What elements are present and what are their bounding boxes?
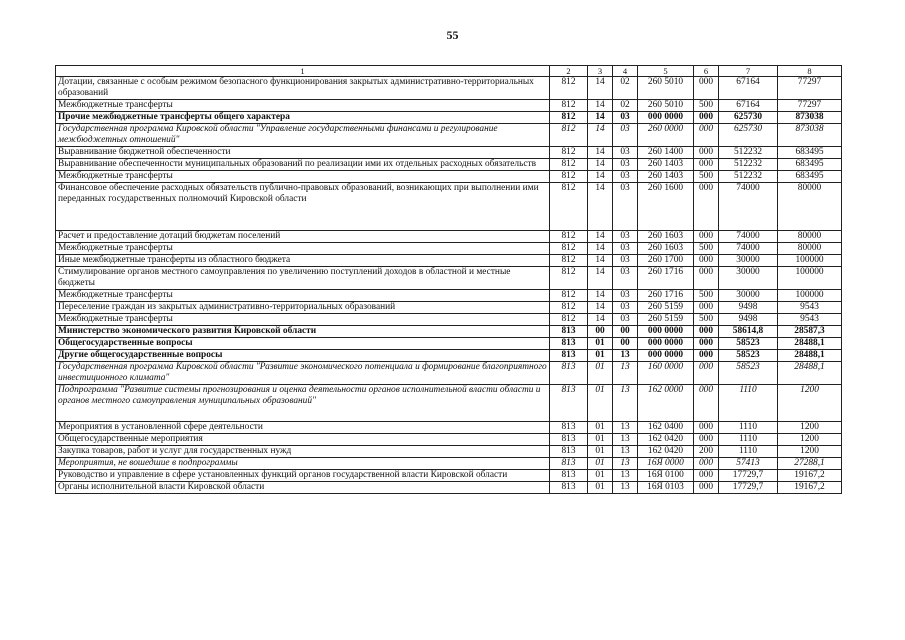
row-amount-year2: 77297 — [778, 77, 842, 100]
row-code-section: 14 — [588, 267, 613, 290]
row-code-type: 500 — [694, 243, 719, 255]
row-code-subsection: 13 — [613, 458, 638, 470]
table-body — [56, 77, 842, 494]
row-name: Государственная программа Кировской области "Управление государственными финансами и регулирование межбюджетных отношений" — [56, 124, 550, 147]
row-name: Общегосударственные вопросы — [56, 338, 550, 350]
row-name: Выравнивание бюджетной обеспеченности — [56, 147, 550, 159]
row-code-ministry: 812 — [550, 100, 588, 112]
row-amount-year1: 58523 — [719, 338, 778, 350]
column-header: 6 — [694, 66, 719, 77]
row-code-type: 000 — [694, 422, 719, 434]
row-amount-year1: 9498 — [719, 302, 778, 314]
row-code-section: 14 — [588, 112, 613, 124]
row-code-ministry: 813 — [550, 326, 588, 338]
row-code-ministry: 813 — [550, 385, 588, 422]
column-header: 2 — [550, 66, 588, 77]
row-code-type: 000 — [694, 112, 719, 124]
column-header: 1 — [56, 66, 550, 77]
row-code-subsection: 00 — [613, 326, 638, 338]
table-row — [56, 243, 842, 255]
row-name: Государственная программа Кировской области "Развитие экономического потенциала и формирование благоприятного инвестиционного климата" — [56, 362, 550, 385]
row-code-ministry: 813 — [550, 446, 588, 458]
row-amount-year1: 512232 — [719, 159, 778, 171]
row-code-type: 000 — [694, 338, 719, 350]
row-code-target: 16Я 0100 — [638, 470, 694, 482]
row-code-type: 000 — [694, 147, 719, 159]
row-code-subsection: 13 — [613, 422, 638, 434]
row-code-ministry: 812 — [550, 314, 588, 326]
row-name: Подпрограмма "Развитие системы прогнозирования и оценка деятельности органов исполнительной власти области и органов местного самоуправления муниципальных образований" — [56, 385, 550, 422]
row-name: Министерство экономического развития Кировской области — [56, 326, 550, 338]
table-row — [56, 314, 842, 326]
row-code-subsection: 02 — [613, 100, 638, 112]
table-row — [56, 267, 842, 290]
row-name: Прочие межбюджетные трансферты общего характера — [56, 112, 550, 124]
row-code-subsection: 03 — [613, 314, 638, 326]
row-amount-year2: 1200 — [778, 385, 842, 422]
row-code-subsection: 03 — [613, 147, 638, 159]
row-code-subsection: 13 — [613, 350, 638, 362]
row-code-type: 000 — [694, 362, 719, 385]
row-code-ministry: 813 — [550, 338, 588, 350]
row-code-target: 260 1716 — [638, 267, 694, 290]
row-code-subsection: 03 — [613, 171, 638, 183]
row-amount-year2: 28488,1 — [778, 350, 842, 362]
row-name: Межбюджетные трансферты — [56, 314, 550, 326]
row-code-ministry: 812 — [550, 183, 588, 231]
row-code-ministry: 812 — [550, 231, 588, 243]
row-amount-year2: 1200 — [778, 434, 842, 446]
row-code-subsection: 03 — [613, 302, 638, 314]
row-amount-year2: 28488,1 — [778, 338, 842, 350]
row-name: Дотации, связанные с особым режимом безопасного функционирования закрытых административно-территориальных образований — [56, 77, 550, 100]
row-code-type: 000 — [694, 231, 719, 243]
budget-table — [55, 65, 842, 494]
row-code-ministry: 813 — [550, 470, 588, 482]
table-row — [56, 385, 842, 422]
row-code-section: 14 — [588, 159, 613, 171]
row-code-subsection: 03 — [613, 159, 638, 171]
row-code-target: 260 0000 — [638, 124, 694, 147]
row-code-ministry: 812 — [550, 159, 588, 171]
row-code-section: 14 — [588, 147, 613, 159]
table-row — [56, 124, 842, 147]
row-code-type: 000 — [694, 434, 719, 446]
row-code-section: 01 — [588, 422, 613, 434]
row-code-section: 14 — [588, 243, 613, 255]
table-row — [56, 112, 842, 124]
row-code-ministry: 812 — [550, 124, 588, 147]
row-code-ministry: 813 — [550, 350, 588, 362]
row-code-section: 01 — [588, 338, 613, 350]
row-amount-year2: 683495 — [778, 159, 842, 171]
table-header-row — [56, 66, 842, 77]
row-amount-year1: 1110 — [719, 446, 778, 458]
row-code-target: 260 5010 — [638, 100, 694, 112]
row-code-ministry: 812 — [550, 267, 588, 290]
row-amount-year1: 74000 — [719, 243, 778, 255]
table-row — [56, 338, 842, 350]
row-amount-year1: 57413 — [719, 458, 778, 470]
row-code-type: 000 — [694, 458, 719, 470]
row-code-ministry: 813 — [550, 458, 588, 470]
row-code-target: 260 1400 — [638, 147, 694, 159]
row-amount-year2: 80000 — [778, 231, 842, 243]
row-amount-year1: 512232 — [719, 147, 778, 159]
row-code-target: 260 5010 — [638, 77, 694, 100]
row-code-target: 162 0000 — [638, 385, 694, 422]
row-name: Переселение граждан из закрытых административно-территориальных образований — [56, 302, 550, 314]
table-row — [56, 159, 842, 171]
row-code-section: 14 — [588, 231, 613, 243]
row-code-target: 260 1603 — [638, 231, 694, 243]
row-code-target: 162 0420 — [638, 446, 694, 458]
column-header: 8 — [778, 66, 842, 77]
row-name: Мероприятия в установленной сфере деятельности — [56, 422, 550, 434]
row-amount-year1: 625730 — [719, 112, 778, 124]
table-row — [56, 458, 842, 470]
table-row — [56, 446, 842, 458]
column-header: 7 — [719, 66, 778, 77]
row-code-section: 00 — [588, 326, 613, 338]
table-row — [56, 482, 842, 494]
table-row — [56, 434, 842, 446]
row-code-ministry: 813 — [550, 422, 588, 434]
row-amount-year2: 27288,1 — [778, 458, 842, 470]
row-code-subsection: 03 — [613, 231, 638, 243]
row-code-type: 000 — [694, 183, 719, 231]
row-amount-year2: 873038 — [778, 124, 842, 147]
row-amount-year2: 28488,1 — [778, 362, 842, 385]
row-code-subsection: 13 — [613, 470, 638, 482]
row-code-target: 260 1716 — [638, 290, 694, 302]
row-amount-year2: 19167,2 — [778, 482, 842, 494]
row-code-section: 14 — [588, 171, 613, 183]
table-row — [56, 350, 842, 362]
table-row — [56, 290, 842, 302]
row-code-subsection: 13 — [613, 385, 638, 422]
row-code-section: 01 — [588, 385, 613, 422]
row-code-ministry: 812 — [550, 243, 588, 255]
row-code-target: 260 1600 — [638, 183, 694, 231]
row-amount-year1: 58523 — [719, 350, 778, 362]
table-row — [56, 422, 842, 434]
row-amount-year1: 30000 — [719, 290, 778, 302]
column-header: 4 — [613, 66, 638, 77]
row-code-type: 500 — [694, 171, 719, 183]
row-name: Межбюджетные трансферты — [56, 100, 550, 112]
row-name: Расчет и предоставление дотаций бюджетам поселений — [56, 231, 550, 243]
row-code-ministry: 813 — [550, 482, 588, 494]
row-amount-year1: 67164 — [719, 77, 778, 100]
row-code-section: 14 — [588, 314, 613, 326]
row-code-ministry: 812 — [550, 255, 588, 267]
row-code-target: 260 1603 — [638, 243, 694, 255]
row-amount-year1: 58523 — [719, 362, 778, 385]
row-code-type: 000 — [694, 326, 719, 338]
row-amount-year2: 28587,3 — [778, 326, 842, 338]
row-code-section: 01 — [588, 362, 613, 385]
column-header: 5 — [638, 66, 694, 77]
row-code-type: 000 — [694, 255, 719, 267]
row-name: Другие общегосударственные вопросы — [56, 350, 550, 362]
row-code-subsection: 13 — [613, 482, 638, 494]
row-code-subsection: 03 — [613, 267, 638, 290]
row-name: Закупка товаров, работ и услуг для государственных нужд — [56, 446, 550, 458]
row-code-section: 01 — [588, 482, 613, 494]
row-amount-year1: 1110 — [719, 385, 778, 422]
row-code-target: 16Я 0000 — [638, 458, 694, 470]
row-code-target: 260 5159 — [638, 314, 694, 326]
row-code-subsection: 00 — [613, 338, 638, 350]
row-code-type: 200 — [694, 446, 719, 458]
row-code-ministry: 812 — [550, 290, 588, 302]
row-code-ministry: 813 — [550, 434, 588, 446]
row-code-section: 01 — [588, 446, 613, 458]
row-name: Органы исполнительной власти Кировской области — [56, 482, 550, 494]
row-code-type: 000 — [694, 470, 719, 482]
row-code-type: 000 — [694, 159, 719, 171]
row-code-subsection: 03 — [613, 255, 638, 267]
row-amount-year2: 80000 — [778, 243, 842, 255]
row-code-target: 260 1403 — [638, 159, 694, 171]
row-amount-year2: 873038 — [778, 112, 842, 124]
page-number: 55 — [446, 28, 459, 42]
row-code-section: 01 — [588, 470, 613, 482]
table-row — [56, 147, 842, 159]
row-code-subsection: 03 — [613, 243, 638, 255]
row-code-type: 000 — [694, 77, 719, 100]
table-row — [56, 183, 842, 231]
row-code-target: 000 0000 — [638, 350, 694, 362]
row-code-section: 01 — [588, 434, 613, 446]
row-amount-year2: 1200 — [778, 422, 842, 434]
row-code-ministry: 812 — [550, 112, 588, 124]
row-name: Общегосударственные мероприятия — [56, 434, 550, 446]
row-code-target: 16Я 0103 — [638, 482, 694, 494]
row-code-ministry: 813 — [550, 362, 588, 385]
row-code-section: 01 — [588, 350, 613, 362]
table-row — [56, 362, 842, 385]
row-code-subsection: 03 — [613, 124, 638, 147]
row-amount-year2: 683495 — [778, 171, 842, 183]
row-amount-year2: 683495 — [778, 147, 842, 159]
row-code-subsection: 03 — [613, 112, 638, 124]
row-amount-year1: 512232 — [719, 171, 778, 183]
row-code-section: 14 — [588, 255, 613, 267]
table-row — [56, 302, 842, 314]
row-code-type: 000 — [694, 482, 719, 494]
row-name: Межбюджетные трансферты — [56, 290, 550, 302]
row-code-section: 14 — [588, 290, 613, 302]
row-code-target: 260 5159 — [638, 302, 694, 314]
table-row — [56, 470, 842, 482]
row-amount-year1: 74000 — [719, 231, 778, 243]
row-code-type: 000 — [694, 267, 719, 290]
row-amount-year2: 9543 — [778, 302, 842, 314]
row-code-target: 260 1403 — [638, 171, 694, 183]
row-amount-year1: 67164 — [719, 100, 778, 112]
row-code-section: 14 — [588, 183, 613, 231]
table-row — [56, 255, 842, 267]
row-code-target: 000 0000 — [638, 338, 694, 350]
row-code-target: 162 0400 — [638, 422, 694, 434]
row-code-target: 260 1700 — [638, 255, 694, 267]
row-code-ministry: 812 — [550, 77, 588, 100]
row-code-section: 14 — [588, 77, 613, 100]
row-name: Финансовое обеспечение расходных обязательств публично-правовых образований, возникающих при выполнении ими переданных государственных полномочий Кировской области — [56, 183, 550, 231]
row-code-subsection: 03 — [613, 183, 638, 231]
row-amount-year2: 1200 — [778, 446, 842, 458]
row-amount-year1: 30000 — [719, 255, 778, 267]
table-row — [56, 77, 842, 100]
row-amount-year1: 58614,8 — [719, 326, 778, 338]
row-code-type: 000 — [694, 385, 719, 422]
row-code-ministry: 812 — [550, 171, 588, 183]
row-amount-year1: 30000 — [719, 267, 778, 290]
row-code-subsection: 13 — [613, 362, 638, 385]
row-code-type: 500 — [694, 314, 719, 326]
row-code-target: 000 0000 — [638, 326, 694, 338]
row-amount-year1: 625730 — [719, 124, 778, 147]
row-code-subsection: 03 — [613, 290, 638, 302]
row-name: Руководство и управление в сфере установленных функций органов государственной власти Кировской области — [56, 470, 550, 482]
row-code-subsection: 13 — [613, 434, 638, 446]
row-amount-year1: 9498 — [719, 314, 778, 326]
row-code-type: 000 — [694, 350, 719, 362]
row-amount-year1: 17729,7 — [719, 470, 778, 482]
row-amount-year1: 1110 — [719, 434, 778, 446]
row-code-type: 000 — [694, 302, 719, 314]
row-name: Мероприятия, не вошедшие в подпрограммы — [56, 458, 550, 470]
row-name: Стимулирование органов местного самоуправления по увеличению поступлений доходов в областной и местные бюджеты — [56, 267, 550, 290]
row-code-target: 162 0420 — [638, 434, 694, 446]
row-code-type: 500 — [694, 290, 719, 302]
row-code-section: 01 — [588, 458, 613, 470]
row-amount-year2: 80000 — [778, 183, 842, 231]
row-code-section: 14 — [588, 100, 613, 112]
row-code-type: 000 — [694, 124, 719, 147]
row-code-target: 000 0000 — [638, 112, 694, 124]
row-code-target: 160 0000 — [638, 362, 694, 385]
row-name: Иные межбюджетные трансферты из областного бюджета — [56, 255, 550, 267]
row-code-subsection: 13 — [613, 446, 638, 458]
table-row — [56, 100, 842, 112]
row-code-ministry: 812 — [550, 147, 588, 159]
table-row — [56, 231, 842, 243]
row-amount-year2: 77297 — [778, 100, 842, 112]
row-name: Межбюджетные трансферты — [56, 243, 550, 255]
table-row — [56, 326, 842, 338]
row-amount-year1: 17729,7 — [719, 482, 778, 494]
row-amount-year2: 100000 — [778, 290, 842, 302]
row-code-section: 14 — [588, 302, 613, 314]
row-amount-year2: 100000 — [778, 267, 842, 290]
table-row — [56, 171, 842, 183]
row-amount-year2: 19167,2 — [778, 470, 842, 482]
row-code-subsection: 02 — [613, 77, 638, 100]
row-amount-year1: 1110 — [719, 422, 778, 434]
row-name: Межбюджетные трансферты — [56, 171, 550, 183]
column-header: 3 — [588, 66, 613, 77]
row-amount-year2: 100000 — [778, 255, 842, 267]
row-amount-year2: 9543 — [778, 314, 842, 326]
row-code-section: 14 — [588, 124, 613, 147]
row-amount-year1: 74000 — [719, 183, 778, 231]
row-code-type: 500 — [694, 100, 719, 112]
row-code-ministry: 812 — [550, 302, 588, 314]
row-name: Выравнивание обеспеченности муниципальных образований по реализации ими их отдельных расходных обязательств — [56, 159, 550, 171]
